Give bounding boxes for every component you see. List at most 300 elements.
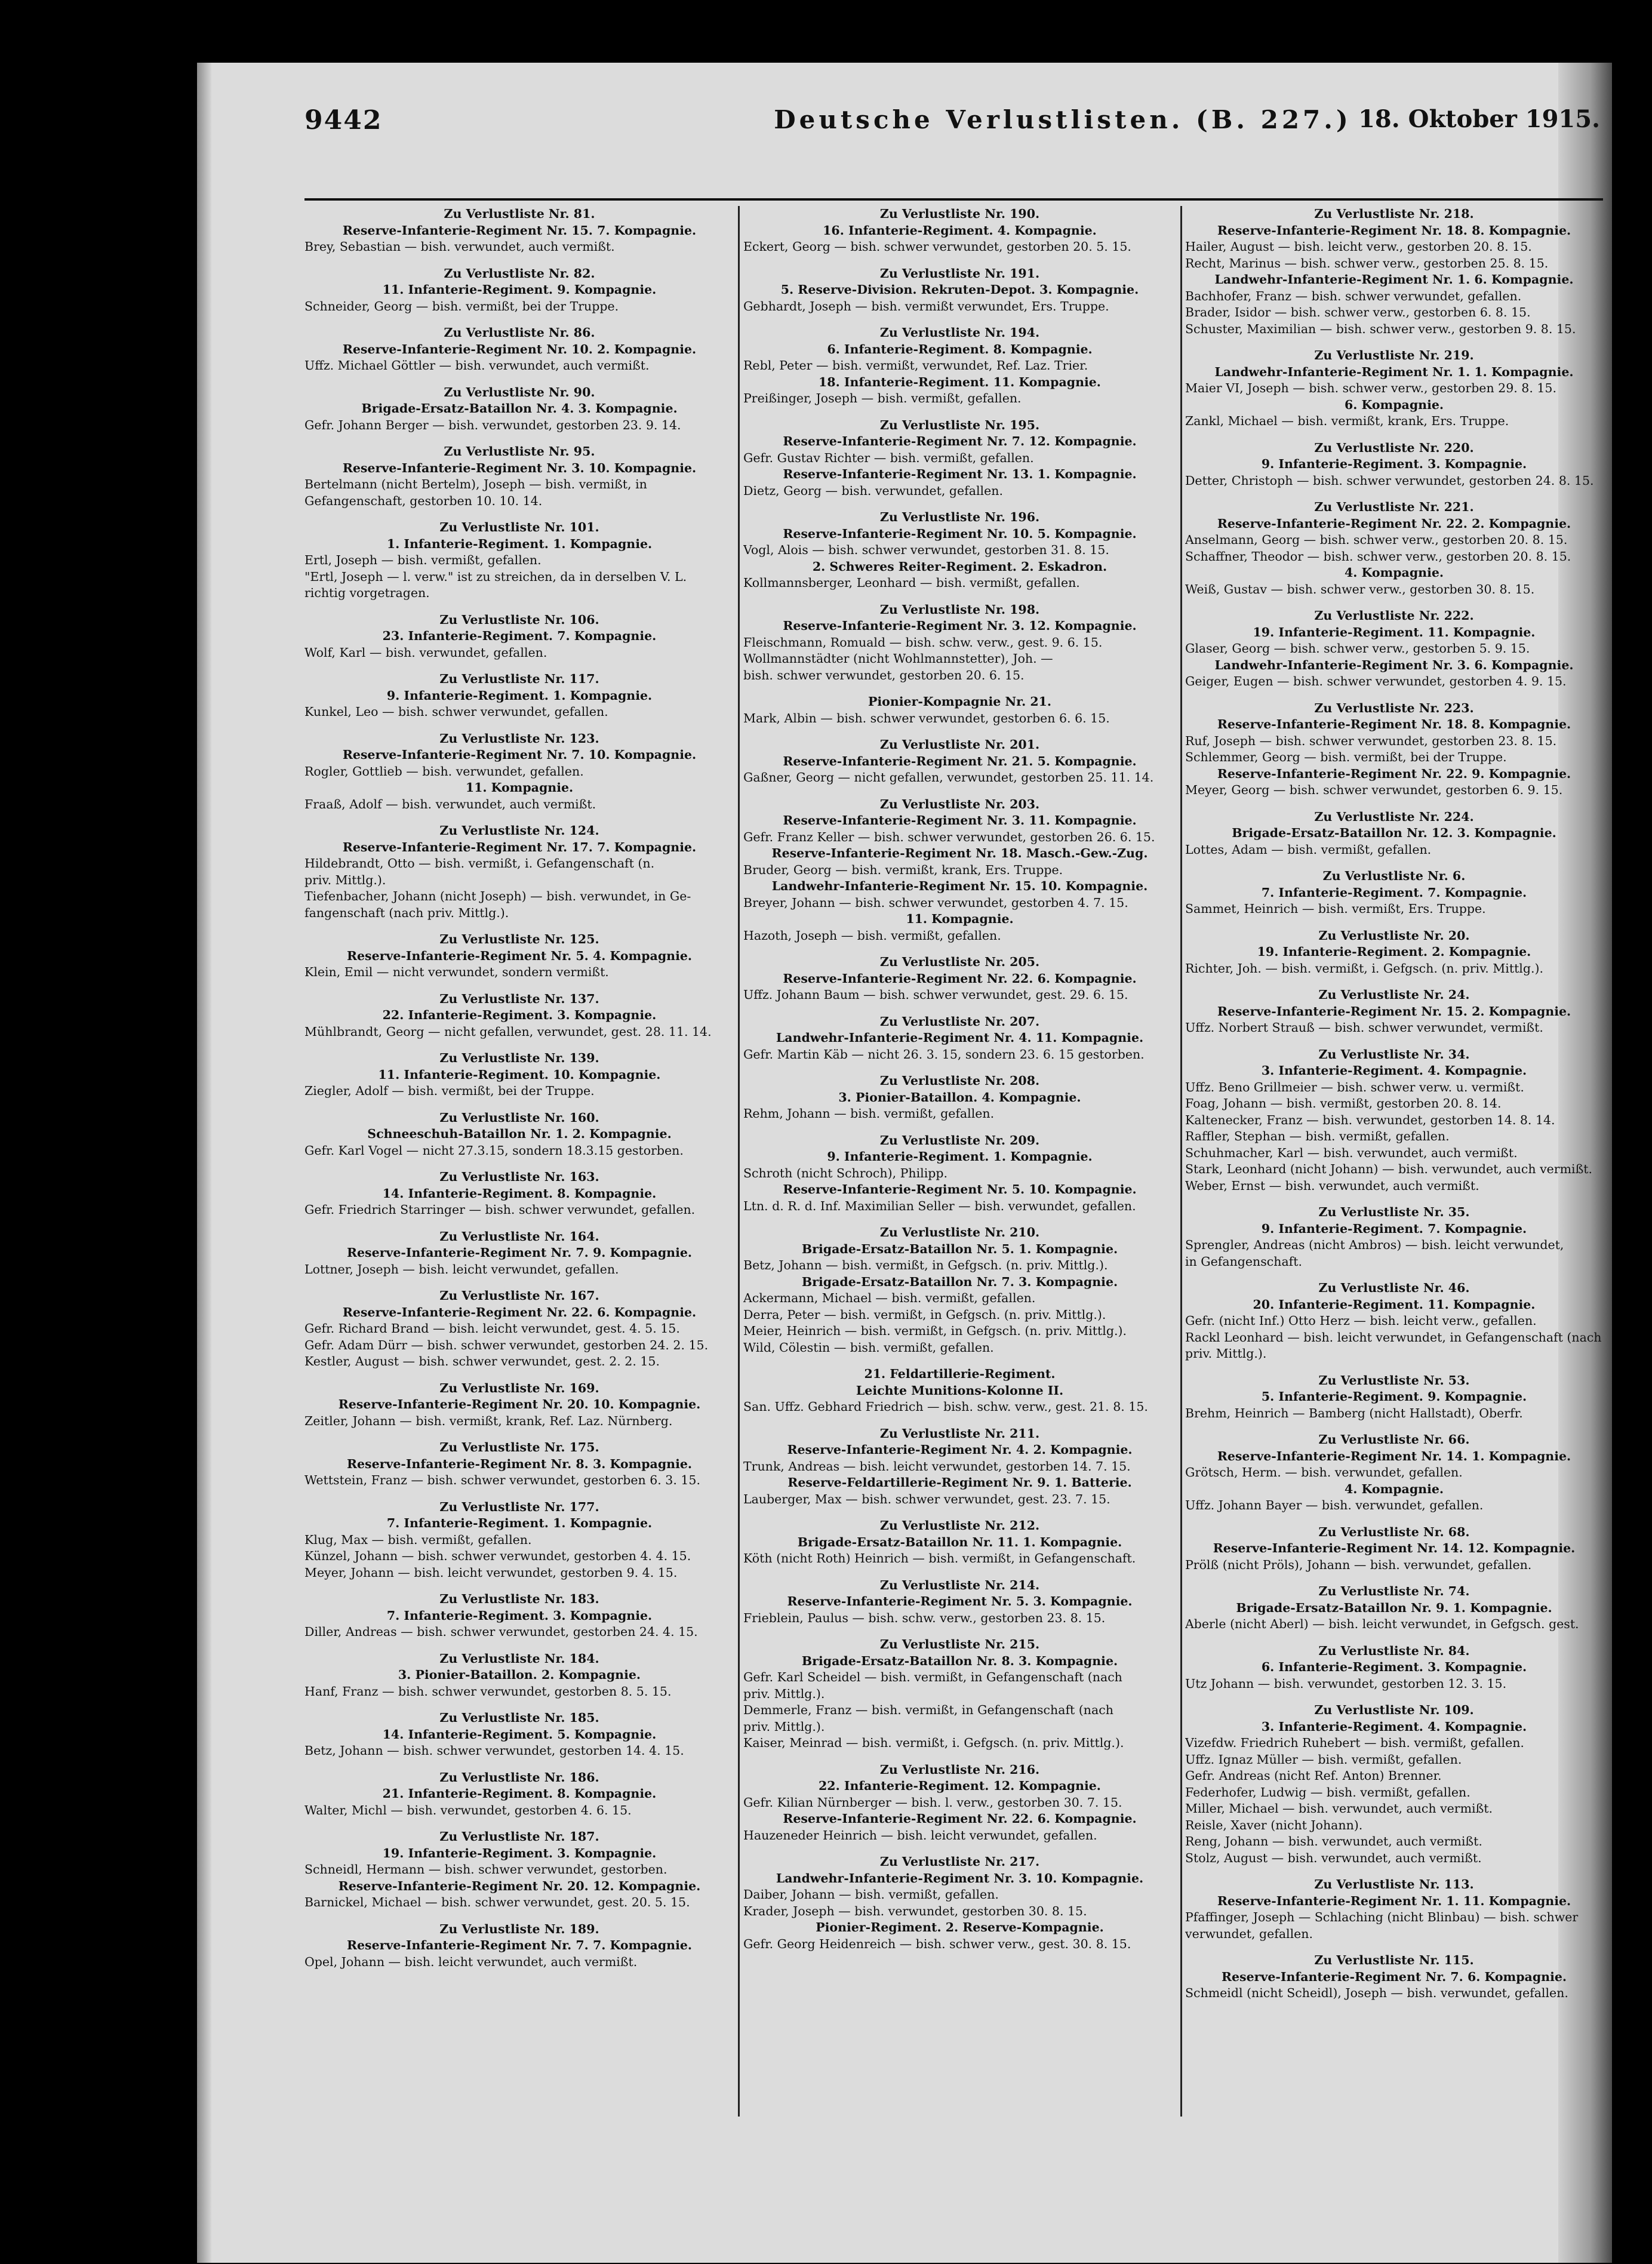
casualty-entry: [743, 1577, 1176, 1627]
list-reference-heading: Zu Verlustliste Nr. 139.: [439, 1051, 599, 1065]
entry-line: Tiefenbacher, Johann (nicht Joseph) — bish. verwundet, in Ge-: [304, 889, 691, 903]
casualty-entry: [743, 1762, 1176, 1844]
list-reference-heading: Zu Verlustliste Nr. 212.: [879, 1518, 1040, 1533]
entry-line: Fleischmann, Romuald — bish. schw. verw., gest. 9. 6. 15.: [743, 635, 1103, 650]
entry-line: Pfaffinger, Joseph — Schlaching (nicht Blinbau) — bish. schwer: [1185, 1910, 1579, 1924]
unit-heading: Reserve-Infanterie-Regiment Nr. 7. 6. Kompagnie.: [1221, 1969, 1567, 1984]
casualty-entry: [304, 1229, 734, 1278]
unit-heading: Landwehr-Infanterie-Regiment Nr. 3. 6. Kompagnie.: [1214, 657, 1574, 672]
entry-line: Gefr. Richard Brand — bish. leicht verwundet, gest. 4. 5. 15.: [304, 1321, 680, 1336]
unit-heading: 2. Schweres Reiter-Regiment. 2. Eskadron.: [812, 559, 1108, 574]
list-reference-heading: Zu Verlustliste Nr. 195.: [879, 417, 1040, 432]
unit-heading: Reserve-Infanterie-Regiment Nr. 10. 2. Kompagnie.: [342, 342, 697, 356]
entry-line: Gefr. Andreas (nicht Ref. Anton) Brenner.: [1185, 1768, 1442, 1783]
entry-line: Betz, Johann — bish. schwer verwundet, gestorben 14. 4. 15.: [304, 1743, 684, 1758]
list-reference-heading: Zu Verlustliste Nr. 35.: [1318, 1205, 1470, 1219]
casualty-entry: [304, 1710, 734, 1759]
entry-line: Recht, Marinus — bish. schwer verw., gestorben 25. 8. 15.: [1185, 256, 1549, 270]
entry-line: verwundet, gefallen.: [1185, 1926, 1313, 1941]
casualty-entry: [304, 823, 734, 921]
casualty-entry: [1185, 1047, 1603, 1195]
casualty-entry: [743, 509, 1176, 592]
page-number: 9442: [304, 105, 383, 136]
casualty-entry: [1185, 700, 1603, 799]
casualty-entry: [304, 1110, 734, 1159]
casualty-entry: [304, 612, 734, 662]
unit-heading: Reserve-Infanterie-Regiment Nr. 18. Masch.-Gew.-Zug.: [771, 846, 1148, 860]
unit-heading: 21. Feldartillerie-Regiment.: [864, 1367, 1056, 1381]
casualty-entry: [1185, 987, 1603, 1036]
column-left: [304, 206, 734, 2164]
unit-heading: 6. Kompagnie.: [1344, 397, 1444, 412]
casualty-entry: [304, 384, 734, 434]
entry-line: Uffz. Beno Grillmeier — bish. schwer verw. u. vermißt.: [1185, 1079, 1524, 1094]
entry-line: Schroth (nicht Schroch), Philipp.: [743, 1165, 948, 1180]
casualty-entry: [1185, 1952, 1603, 2002]
casualty-entry: [743, 1225, 1176, 1356]
unit-heading: Reserve-Infanterie-Regiment Nr. 14. 12. Kompagnie.: [1213, 1541, 1576, 1555]
unit-heading: Reserve-Infanterie-Regiment Nr. 13. 1. Kompagnie.: [783, 467, 1137, 481]
entry-line: Maier VI, Joseph — bish. schwer verw., gestorben 29. 8. 15.: [1185, 381, 1556, 395]
unit-heading: 9. Infanterie-Regiment. 1. Kompagnie.: [827, 1149, 1093, 1164]
entry-line: Gefr. Gustav Richter — bish. vermißt, gefallen.: [743, 450, 1034, 465]
unit-heading: 4. Kompagnie.: [1344, 565, 1444, 580]
entry-line: Gefr. (nicht Inf.) Otto Herz — bish. leicht verw., gefallen.: [1185, 1314, 1537, 1328]
entry-line: Wettstein, Franz — bish. schwer verwundet, gestorben 6. 3. 15.: [304, 1473, 700, 1487]
list-reference-heading: Zu Verlustliste Nr. 53.: [1318, 1373, 1470, 1388]
entry-line: Weiß, Gustav — bish. schwer verw., gestorben 30. 8. 15.: [1185, 582, 1535, 596]
list-reference-heading: Zu Verlustliste Nr. 163.: [439, 1170, 599, 1184]
list-reference-heading: Zu Verlustliste Nr. 101.: [439, 520, 599, 534]
list-reference-heading: Zu Verlustliste Nr. 164.: [439, 1229, 599, 1244]
entry-line: Rogler, Gottlieb — bish. verwundet, gefallen.: [304, 764, 584, 779]
list-reference-heading: Zu Verlustliste Nr. 109.: [1314, 1703, 1474, 1717]
unit-heading: Brigade-Ersatz-Bataillon Nr. 9. 1. Kompagnie.: [1236, 1600, 1552, 1615]
header-rule: [304, 198, 1603, 201]
unit-heading: 6. Infanterie-Regiment. 8. Kompagnie.: [827, 342, 1093, 356]
entry-line: Raffler, Stephan — bish. vermißt, gefallen.: [1185, 1129, 1450, 1143]
unit-heading: Reserve-Infanterie-Regiment Nr. 22. 2. Kompagnie.: [1217, 516, 1571, 531]
unit-heading: Landwehr-Infanterie-Regiment Nr. 1. 6. Kompagnie.: [1214, 272, 1574, 287]
list-reference-heading: Zu Verlustliste Nr. 160.: [439, 1110, 599, 1125]
list-reference-heading: Zu Verlustliste Nr. 24.: [1318, 988, 1470, 1002]
entry-line: Bachhofer, Franz — bish. schwer verwundet, gefallen.: [1185, 288, 1522, 303]
entry-line: Weber, Ernst — bish. verwundet, auch vermißt.: [1185, 1178, 1479, 1193]
entry-line: priv. Mittlg.).: [304, 872, 386, 887]
unit-heading: Brigade-Ersatz-Bataillon Nr. 5. 1. Kompagnie.: [801, 1241, 1118, 1256]
list-reference-heading: Zu Verlustliste Nr. 115.: [1314, 1953, 1474, 1967]
entry-line: Meyer, Johann — bish. leicht verwundet, gestorben 9. 4. 15.: [304, 1565, 678, 1580]
unit-heading: 22. Infanterie-Regiment. 12. Kompagnie.: [819, 1779, 1101, 1793]
unit-heading: Reserve-Infanterie-Regiment Nr. 22. 6. Kompagnie.: [342, 1305, 697, 1319]
entry-line: Vizefdw. Friedrich Ruhebert — bish. vermißt, gefallen.: [1185, 1736, 1524, 1750]
list-reference-heading: Zu Verlustliste Nr. 183.: [439, 1592, 599, 1606]
entry-line: Klein, Emil — nicht verwundet, sondern vermißt.: [304, 965, 609, 979]
list-reference-heading: Zu Verlustliste Nr. 219.: [1314, 348, 1474, 362]
unit-heading: Reserve-Infanterie-Regiment Nr. 18. 8. Kompagnie.: [1217, 717, 1571, 731]
list-reference-heading: Zu Verlustliste Nr. 68.: [1318, 1524, 1470, 1539]
entry-line: Derra, Peter — bish. vermißt, in Gefgsch. (n. priv. Mittlg.).: [743, 1307, 1106, 1322]
casualty-entry: [1185, 1702, 1603, 1866]
list-reference-heading: Zu Verlustliste Nr. 113.: [1314, 1877, 1474, 1891]
unit-heading: Leichte Munitions-Kolonne II.: [856, 1383, 1064, 1398]
list-reference-heading: Zu Verlustliste Nr. 95.: [444, 444, 595, 459]
unit-heading: Reserve-Infanterie-Regiment Nr. 3. 10. Kompagnie.: [342, 460, 697, 475]
casualty-entry: [743, 737, 1176, 786]
unit-heading: Reserve-Infanterie-Regiment Nr. 22. 6. Kompagnie.: [783, 1811, 1137, 1826]
entry-line: Walter, Michl — bish. verwundet, gestorben 4. 6. 15.: [304, 1802, 632, 1817]
entry-line: Demmerle, Franz — bish. vermißt, in Gefangenschaft (nach: [743, 1703, 1113, 1717]
entry-line: Bertelmann (nicht Bertelm), Joseph — bish. vermißt, in: [304, 477, 647, 491]
casualty-entry: [1185, 1877, 1603, 1942]
casualty-entry: [304, 1499, 734, 1582]
casualty-entry: [1185, 1204, 1603, 1270]
unit-heading: 9. Infanterie-Regiment. 1. Kompagnie.: [386, 688, 653, 703]
list-reference-heading: Zu Verlustliste Nr. 186.: [439, 1770, 599, 1785]
entry-line: Wild, Cölestin — bish. vermißt, gefallen.: [743, 1340, 994, 1355]
unit-heading: Reserve-Infanterie-Regiment Nr. 3. 11. Kompagnie.: [783, 813, 1137, 828]
entry-line: Hailer, August — bish. leicht verw., gestorben 20. 8. 15.: [1185, 239, 1532, 254]
entry-line: Barnickel, Michael — bish. schwer verwundet, gest. 20. 5. 15.: [304, 1895, 690, 1909]
entry-line: Dietz, Georg — bish. verwundet, gefallen.: [743, 483, 1003, 498]
unit-heading: 11. Infanterie-Regiment. 10. Kompagnie.: [378, 1067, 661, 1082]
entry-line: Bruder, Georg — bish. vermißt, krank, Ers. Truppe.: [743, 862, 1063, 877]
entry-line: Schmeidl (nicht Scheidl), Joseph — bish. verwundet, gefallen.: [1185, 1986, 1568, 2000]
entry-line: Wolf, Karl — bish. verwundet, gefallen.: [304, 645, 547, 660]
list-reference-heading: Zu Verlustliste Nr. 185.: [439, 1711, 599, 1725]
entry-line: Reisle, Xaver (nicht Johann).: [1185, 1817, 1363, 1832]
unit-heading: 18. Infanterie-Regiment. 11. Kompagnie.: [819, 374, 1101, 389]
list-reference-heading: Zu Verlustliste Nr. 190.: [879, 207, 1040, 221]
list-reference-heading: Zu Verlustliste Nr. 175.: [439, 1440, 599, 1454]
unit-heading: Reserve-Infanterie-Regiment Nr. 8. 3. Kompagnie.: [346, 1456, 693, 1471]
column-divider: [738, 206, 740, 2117]
entry-line: Kunkel, Leo — bish. schwer verwundet, gefallen.: [304, 705, 608, 719]
list-reference-heading: Zu Verlustliste Nr. 211.: [879, 1426, 1040, 1441]
unit-heading: Reserve-Infanterie-Regiment Nr. 5. 4. Kompagnie.: [346, 948, 693, 963]
unit-heading: 9. Infanterie-Regiment. 7. Kompagnie.: [1261, 1221, 1527, 1236]
entry-line: Gefr. Karl Scheidel — bish. vermißt, in Gefangenschaft (nach: [743, 1670, 1122, 1684]
entry-line: in Gefangenschaft.: [1185, 1254, 1303, 1269]
unit-heading: 19. Infanterie-Regiment. 2. Kompagnie.: [1257, 945, 1531, 959]
entry-line: Reng, Johann — bish. verwundet, auch vermißt.: [1185, 1834, 1482, 1848]
unit-heading: Reserve-Infanterie-Regiment Nr. 7. 7. Kompagnie.: [346, 1938, 693, 1952]
entry-line: Ruf, Joseph — bish. schwer verwundet, gestorben 23. 8. 15.: [1185, 733, 1557, 748]
casualty-entry: [1185, 928, 1603, 977]
entry-line: Uffz. Johann Baum — bish. schwer verwundet, gest. 29. 6. 15.: [743, 988, 1128, 1002]
casualty-entry: [743, 694, 1176, 727]
unit-heading: Reserve-Infanterie-Regiment Nr. 5. 10. Kompagnie.: [783, 1182, 1137, 1196]
entry-line: Gaßner, Georg — nicht gefallen, verwundet, gestorben 25. 11. 14.: [743, 770, 1154, 785]
casualty-entry: [304, 1651, 734, 1700]
unit-heading: Reserve-Infanterie-Regiment Nr. 14. 1. Kompagnie.: [1217, 1448, 1571, 1463]
entry-line: San. Uffz. Gebhard Friedrich — bish. schw. verw., gest. 21. 8. 15.: [743, 1399, 1148, 1414]
entry-line: Eckert, Georg — bish. schwer verwundet, gestorben 20. 5. 15.: [743, 239, 1131, 254]
unit-heading: Brigade-Ersatz-Bataillon Nr. 8. 3. Kompagnie.: [801, 1653, 1118, 1668]
list-reference-heading: Zu Verlustliste Nr. 167.: [439, 1288, 599, 1303]
column-divider: [1180, 206, 1182, 2117]
list-reference-heading: Zu Verlustliste Nr. 191.: [879, 266, 1040, 281]
casualty-entry: [1185, 1643, 1603, 1693]
entry-line: Ziegler, Adolf — bish. vermißt, bei der Truppe.: [304, 1084, 595, 1098]
column-right: [1185, 206, 1603, 2164]
list-reference-heading: Zu Verlustliste Nr. 210.: [879, 1225, 1040, 1239]
unit-heading: Schneeschuh-Bataillon Nr. 1. 2. Kompagnie.: [367, 1127, 672, 1141]
entry-line: Uffz. Ignaz Müller — bish. vermißt, gefallen.: [1185, 1752, 1462, 1767]
entry-line: Hauzeneder Heinrich — bish. leicht verwundet, gefallen.: [743, 1828, 1097, 1842]
entry-line: Fraaß, Adolf — bish. verwundet, auch vermißt.: [304, 796, 596, 811]
casualty-entry: [743, 1637, 1176, 1752]
list-reference-heading: Zu Verlustliste Nr. 216.: [879, 1762, 1040, 1777]
list-reference-heading: Zu Verlustliste Nr. 106.: [439, 612, 599, 627]
list-reference-heading: Zu Verlustliste Nr. 137.: [439, 991, 599, 1006]
entry-line: Richter, Joh. — bish. vermißt, i. Gefgsch. (n. priv. Mittlg.).: [1185, 961, 1544, 976]
unit-heading: 22. Infanterie-Regiment. 3. Kompagnie.: [382, 1008, 657, 1022]
list-reference-heading: Zu Verlustliste Nr. 189.: [439, 1921, 599, 1936]
list-reference-heading: Zu Verlustliste Nr. 20.: [1318, 928, 1470, 943]
entry-line: Grötsch, Herm. — bish. verwundet, gefallen.: [1185, 1465, 1463, 1479]
entry-line: Stolz, August — bish. verwundet, auch vermißt.: [1185, 1850, 1482, 1865]
casualty-entry: [1185, 1373, 1603, 1422]
entry-line: Breyer, Johann — bish. schwer verwundet, gestorben 4. 7. 15.: [743, 895, 1128, 910]
entry-line: Brader, Isidor — bish. schwer verw., gestorben 6. 8. 15.: [1185, 305, 1531, 319]
entry-line: Kaltenecker, Franz — bish. verwundet, gestorben 14. 8. 14.: [1185, 1112, 1555, 1127]
casualty-entry: [304, 444, 734, 509]
unit-heading: Reserve-Feldartillerie-Regiment Nr. 9. 1. Batterie.: [787, 1475, 1132, 1490]
list-reference-heading: Zu Verlustliste Nr. 84.: [1318, 1643, 1470, 1658]
list-reference-heading: Zu Verlustliste Nr. 82.: [444, 266, 595, 281]
casualty-entry: [304, 991, 734, 1041]
entry-line: Rackl Leonhard — bish. leicht verwundet, in Gefangenschaft (nach: [1185, 1330, 1602, 1345]
page-date: 18. Oktober 1915.: [1358, 105, 1600, 133]
casualty-entry: [304, 1829, 734, 1911]
casualty-entry: [1185, 1280, 1603, 1362]
entry-line: Daiber, Johann — bish. vermißt, gefallen.: [743, 1887, 999, 1902]
entry-line: Lottes, Adam — bish. vermißt, gefallen.: [1185, 842, 1432, 857]
entry-line: Brey, Sebastian — bish. verwundet, auch vermißt.: [304, 239, 615, 254]
unit-heading: Landwehr-Infanterie-Regiment Nr. 3. 10. Kompagnie.: [776, 1871, 1144, 1885]
list-reference-heading: Zu Verlustliste Nr. 169.: [439, 1380, 599, 1395]
entry-line: Stark, Leonhard (nicht Johann) — bish. verwundet, auch vermißt.: [1185, 1162, 1593, 1176]
entry-line: Schuhmacher, Karl — bish. verwundet, auch vermißt.: [1185, 1145, 1518, 1160]
unit-heading: 4. Kompagnie.: [1344, 1481, 1444, 1496]
entry-line: Zeitler, Johann — bish. vermißt, krank, Ref. Laz. Nürnberg.: [304, 1413, 673, 1428]
list-reference-heading: Zu Verlustliste Nr. 66.: [1318, 1432, 1470, 1447]
entry-line: Ertl, Joseph — bish. vermißt, gefallen.: [304, 553, 542, 567]
casualty-entry: [304, 671, 734, 721]
list-reference-heading: Zu Verlustliste Nr. 196.: [879, 510, 1040, 524]
list-reference-heading: Zu Verlustliste Nr. 218.: [1314, 207, 1474, 221]
list-reference-heading: Zu Verlustliste Nr. 221.: [1314, 500, 1474, 514]
unit-heading: 3. Infanterie-Regiment. 4. Kompagnie.: [1261, 1719, 1527, 1734]
entry-line: Gefr. Adam Dürr — bish. schwer verwundet, gestorben 24. 2. 15.: [304, 1337, 709, 1352]
entry-line: Hildebrandt, Otto — bish. vermißt, i. Gefangenschaft (n.: [304, 856, 655, 870]
entry-line: Aberle (nicht Aberl) — bish. leicht verwundet, in Gefgsch. gest.: [1185, 1617, 1579, 1631]
entry-line: Lauberger, Max — bish. schwer verwundet, gest. 23. 7. 15.: [743, 1491, 1110, 1506]
unit-heading: 11. Kompagnie.: [465, 780, 574, 795]
unit-heading: 7. Infanterie-Regiment. 7. Kompagnie.: [1261, 885, 1527, 900]
unit-heading: Landwehr-Infanterie-Regiment Nr. 15. 10. Kompagnie.: [771, 879, 1148, 893]
casualty-entry: [304, 1921, 734, 1971]
list-reference-heading: Zu Verlustliste Nr. 184.: [439, 1651, 599, 1666]
list-reference-heading: Zu Verlustliste Nr. 214.: [879, 1577, 1040, 1592]
entry-line: Ltn. d. R. d. Inf. Maximilian Seller — bish. verwundet, gefallen.: [743, 1198, 1136, 1213]
unit-heading: 1. Infanterie-Regiment. 1. Kompagnie.: [386, 536, 653, 551]
entry-line: richtig vorgetragen.: [304, 586, 430, 600]
entry-line: Gefr. Franz Keller — bish. schwer verwundet, gestorben 26. 6. 15.: [743, 829, 1155, 844]
casualty-entry: [743, 1518, 1176, 1567]
unit-heading: Brigade-Ersatz-Bataillon Nr. 7. 3. Kompagnie.: [801, 1274, 1118, 1289]
entry-line: Schuster, Maximilian — bish. schwer verw., gestorben 9. 8. 15.: [1185, 321, 1576, 336]
unit-heading: 3. Pionier-Bataillon. 2. Kompagnie.: [398, 1668, 641, 1682]
unit-heading: 19. Infanterie-Regiment. 11. Kompagnie.: [1253, 625, 1536, 639]
list-reference-heading: Zu Verlustliste Nr. 201.: [879, 737, 1040, 752]
casualty-entry: [304, 731, 734, 813]
unit-heading: Reserve-Infanterie-Regiment Nr. 1. 11. Kompagnie.: [1217, 1893, 1571, 1908]
unit-heading: 11. Infanterie-Regiment. 9. Kompagnie.: [382, 282, 657, 297]
unit-heading: Pionier-Regiment. 2. Reserve-Kompagnie.: [816, 1920, 1104, 1934]
entry-line: Schneider, Georg — bish. vermißt, bei der Truppe.: [304, 299, 619, 313]
list-reference-heading: Zu Verlustliste Nr. 74.: [1318, 1584, 1470, 1598]
entry-line: Trunk, Andreas — bish. leicht verwundet, gestorben 14. 7. 15.: [743, 1459, 1131, 1474]
list-reference-heading: Zu Verlustliste Nr. 203.: [879, 796, 1040, 811]
entry-line: Geiger, Eugen — bish. schwer verwundet, gestorben 4. 9. 15.: [1185, 674, 1567, 688]
unit-heading: 19. Infanterie-Regiment. 3. Kompagnie.: [382, 1845, 657, 1860]
casualty-entry: [743, 1366, 1176, 1416]
casualty-entry: [304, 1050, 734, 1100]
unit-heading: 5. Infanterie-Regiment. 9. Kompagnie.: [1261, 1389, 1527, 1404]
unit-heading: 20. Infanterie-Regiment. 11. Kompagnie.: [1253, 1297, 1536, 1312]
entry-line: Preißinger, Joseph — bish. vermißt, gefallen.: [743, 391, 1022, 405]
casualty-entry: [1185, 809, 1603, 859]
unit-heading: Reserve-Infanterie-Regiment Nr. 21. 5. Kompagnie.: [783, 753, 1137, 768]
unit-heading: Reserve-Infanterie-Regiment Nr. 22. 6. Kompagnie.: [783, 971, 1137, 986]
list-reference-heading: Zu Verlustliste Nr. 205.: [879, 955, 1040, 969]
page-header: [304, 101, 1600, 143]
entry-line: Vogl, Alois — bish. schwer verwundet, gestorben 31. 8. 15.: [743, 543, 1109, 557]
casualty-entry: [1185, 440, 1603, 490]
list-reference-heading: Zu Verlustliste Nr. 124.: [439, 823, 599, 838]
casualty-entry: [743, 266, 1176, 315]
entry-line: Gefr. Johann Berger — bish. verwundet, gestorben 23. 9. 14.: [304, 417, 681, 432]
list-reference-heading: Zu Verlustliste Nr. 187.: [439, 1829, 599, 1844]
unit-heading: Landwehr-Infanterie-Regiment Nr. 1. 1. Kompagnie.: [1214, 364, 1574, 379]
unit-heading: 14. Infanterie-Regiment. 5. Kompagnie.: [382, 1727, 657, 1742]
entry-line: "Ertl, Joseph — l. verw." ist zu streichen, da in derselben V. L.: [304, 569, 687, 584]
entry-line: Gefr. Martin Käb — nicht 26. 3. 15, sondern 23. 6. 15 gestorben.: [743, 1047, 1145, 1062]
casualty-entry: [304, 1288, 734, 1370]
unit-heading: Reserve-Infanterie-Regiment Nr. 3. 12. Kompagnie.: [783, 619, 1137, 633]
list-reference-heading: Zu Verlustliste Nr. 194.: [879, 325, 1040, 340]
list-reference-heading: Zu Verlustliste Nr. 208.: [879, 1073, 1040, 1088]
list-reference-heading: Zu Verlustliste Nr. 224.: [1314, 809, 1474, 824]
entry-line: Gefr. Georg Heidenreich — bish. schwer verw., gest. 30. 8. 15.: [743, 1936, 1131, 1951]
list-reference-heading: Zu Verlustliste Nr. 223.: [1314, 700, 1474, 715]
casualty-entry: [1185, 1583, 1603, 1633]
page-title: Deutsche Verlustlisten. (B. 227.): [774, 105, 1352, 134]
casualty-entry: [1185, 206, 1603, 337]
casualty-entry: [743, 206, 1176, 256]
casualty-entry: [743, 602, 1176, 684]
unit-heading: 3. Infanterie-Regiment. 4. Kompagnie.: [1261, 1063, 1527, 1078]
casualty-entry: [1185, 1432, 1603, 1514]
unit-heading: 9. Infanterie-Regiment. 3. Kompagnie.: [1261, 457, 1527, 471]
entry-line: Frieblein, Paulus — bish. schw. verw., gestorben 23. 8. 15.: [743, 1610, 1106, 1625]
list-reference-heading: Zu Verlustliste Nr. 34.: [1318, 1047, 1470, 1062]
casualty-entry: [304, 931, 734, 981]
column-middle: [743, 206, 1176, 2164]
casualty-entry: [743, 1014, 1176, 1063]
list-reference-heading: Zu Verlustliste Nr. 117.: [439, 672, 599, 686]
unit-heading: Reserve-Infanterie-Regiment Nr. 15. 7. Kompagnie.: [342, 223, 697, 238]
entry-line: Zankl, Michael — bish. vermißt, krank, Ers. Truppe.: [1185, 414, 1509, 428]
entry-line: Uffz. Johann Bayer — bish. verwundet, gefallen.: [1185, 1498, 1484, 1512]
list-reference-heading: Zu Verlustliste Nr. 220.: [1314, 440, 1474, 455]
unit-heading: Reserve-Infanterie-Regiment Nr. 7. 12. Kompagnie.: [783, 434, 1137, 448]
entry-line: Lottner, Joseph — bish. leicht verwundet, gefallen.: [304, 1262, 619, 1276]
entry-line: Anselmann, Georg — bish. schwer verw., gestorben 20. 8. 15.: [1185, 533, 1568, 547]
entry-line: Federhofer, Ludwig — bish. vermißt, gefallen.: [1185, 1785, 1471, 1799]
entry-line: bish. schwer verwundet, gestorben 20. 6. 15.: [743, 667, 1025, 682]
unit-heading: Reserve-Infanterie-Regiment Nr. 5. 3. Kompagnie.: [787, 1594, 1133, 1608]
unit-heading: Reserve-Infanterie-Regiment Nr. 7. 9. Kompagnie.: [346, 1245, 693, 1260]
list-reference-heading: Zu Verlustliste Nr. 215.: [879, 1637, 1040, 1651]
list-reference-heading: Zu Verlustliste Nr. 177.: [439, 1499, 599, 1514]
entry-line: Kollmannsberger, Leonhard — bish. vermißt, gefallen.: [743, 576, 1080, 590]
casualty-entry: [304, 206, 734, 256]
list-reference-heading: Zu Verlustliste Nr. 123.: [439, 731, 599, 746]
entry-line: Uffz. Norbert Strauß — bish. schwer verwundet, vermißt.: [1185, 1020, 1543, 1035]
casualty-entry: [743, 417, 1176, 500]
casualty-entry: [743, 796, 1176, 945]
unit-heading: 7. Infanterie-Regiment. 1. Kompagnie.: [386, 1516, 653, 1530]
casualty-entry: [304, 519, 734, 602]
entry-line: Schneidl, Hermann — bish. schwer verwundet, gestorben.: [304, 1862, 667, 1877]
entry-line: fangenschaft (nach priv. Mittlg.).: [304, 905, 509, 920]
entry-line: Gefr. Kilian Nürnberger — bish. l. verw., gestorben 30. 7. 15.: [743, 1795, 1122, 1810]
entry-line: Ackermann, Michael — bish. vermißt, gefallen.: [743, 1291, 1036, 1305]
entry-line: Foag, Johann — bish. vermißt, gestorben 20. 8. 14.: [1185, 1096, 1502, 1111]
casualty-entry: [1185, 347, 1603, 430]
list-reference-heading: Zu Verlustliste Nr. 86.: [444, 325, 595, 340]
entry-line: Opel, Johann — bish. leicht verwundet, auch vermißt.: [304, 1954, 638, 1969]
list-reference-heading: Zu Verlustliste Nr. 46.: [1318, 1281, 1470, 1295]
entry-line: Klug, Max — bish. vermißt, gefallen.: [304, 1532, 532, 1547]
unit-heading: 14. Infanterie-Regiment. 8. Kompagnie.: [382, 1186, 657, 1201]
unit-heading: 7. Infanterie-Regiment. 3. Kompagnie.: [386, 1608, 653, 1623]
entry-line: Gefr. Friedrich Starringer — bish. schwer verwundet, gefallen.: [304, 1202, 696, 1217]
unit-heading: 3. Pionier-Bataillon. 4. Kompagnie.: [838, 1090, 1081, 1105]
entry-line: priv. Mittlg.).: [743, 1719, 825, 1734]
unit-heading: Reserve-Infanterie-Regiment Nr. 18. 8. Kompagnie.: [1217, 223, 1571, 238]
casualty-entry: [1185, 868, 1603, 918]
unit-heading: Reserve-Infanterie-Regiment Nr. 10. 5. Kompagnie.: [783, 526, 1137, 541]
entry-line: Hanf, Franz — bish. schwer verwundet, gestorben 8. 5. 15.: [304, 1684, 672, 1699]
list-reference-heading: Zu Verlustliste Nr. 217.: [879, 1854, 1040, 1869]
unit-heading: Brigade-Ersatz-Bataillon Nr. 12. 3. Kompagnie.: [1232, 826, 1556, 840]
entry-line: Rehm, Johann — bish. vermißt, gefallen.: [743, 1106, 995, 1121]
list-reference-heading: Zu Verlustliste Nr. 125.: [439, 932, 599, 946]
entry-line: Künzel, Johann — bish. schwer verwundet, gestorben 4. 4. 15.: [304, 1549, 691, 1563]
unit-heading: Pionier-Kompagnie Nr. 21.: [867, 694, 1052, 709]
entry-line: Rebl, Peter — bish. vermißt, verwundet, Ref. Laz. Trier.: [743, 358, 1088, 373]
list-reference-heading: Zu Verlustliste Nr. 209.: [879, 1133, 1040, 1148]
casualty-entry: [304, 1770, 734, 1819]
list-reference-heading: Zu Verlustliste Nr. 222.: [1314, 608, 1474, 623]
casualty-entry: [743, 954, 1176, 1004]
entry-line: Hazoth, Joseph — bish. vermißt, gefallen.: [743, 928, 1001, 943]
entry-line: Brehm, Heinrich — Bamberg (nicht Hallstadt), Oberfr.: [1185, 1405, 1523, 1420]
